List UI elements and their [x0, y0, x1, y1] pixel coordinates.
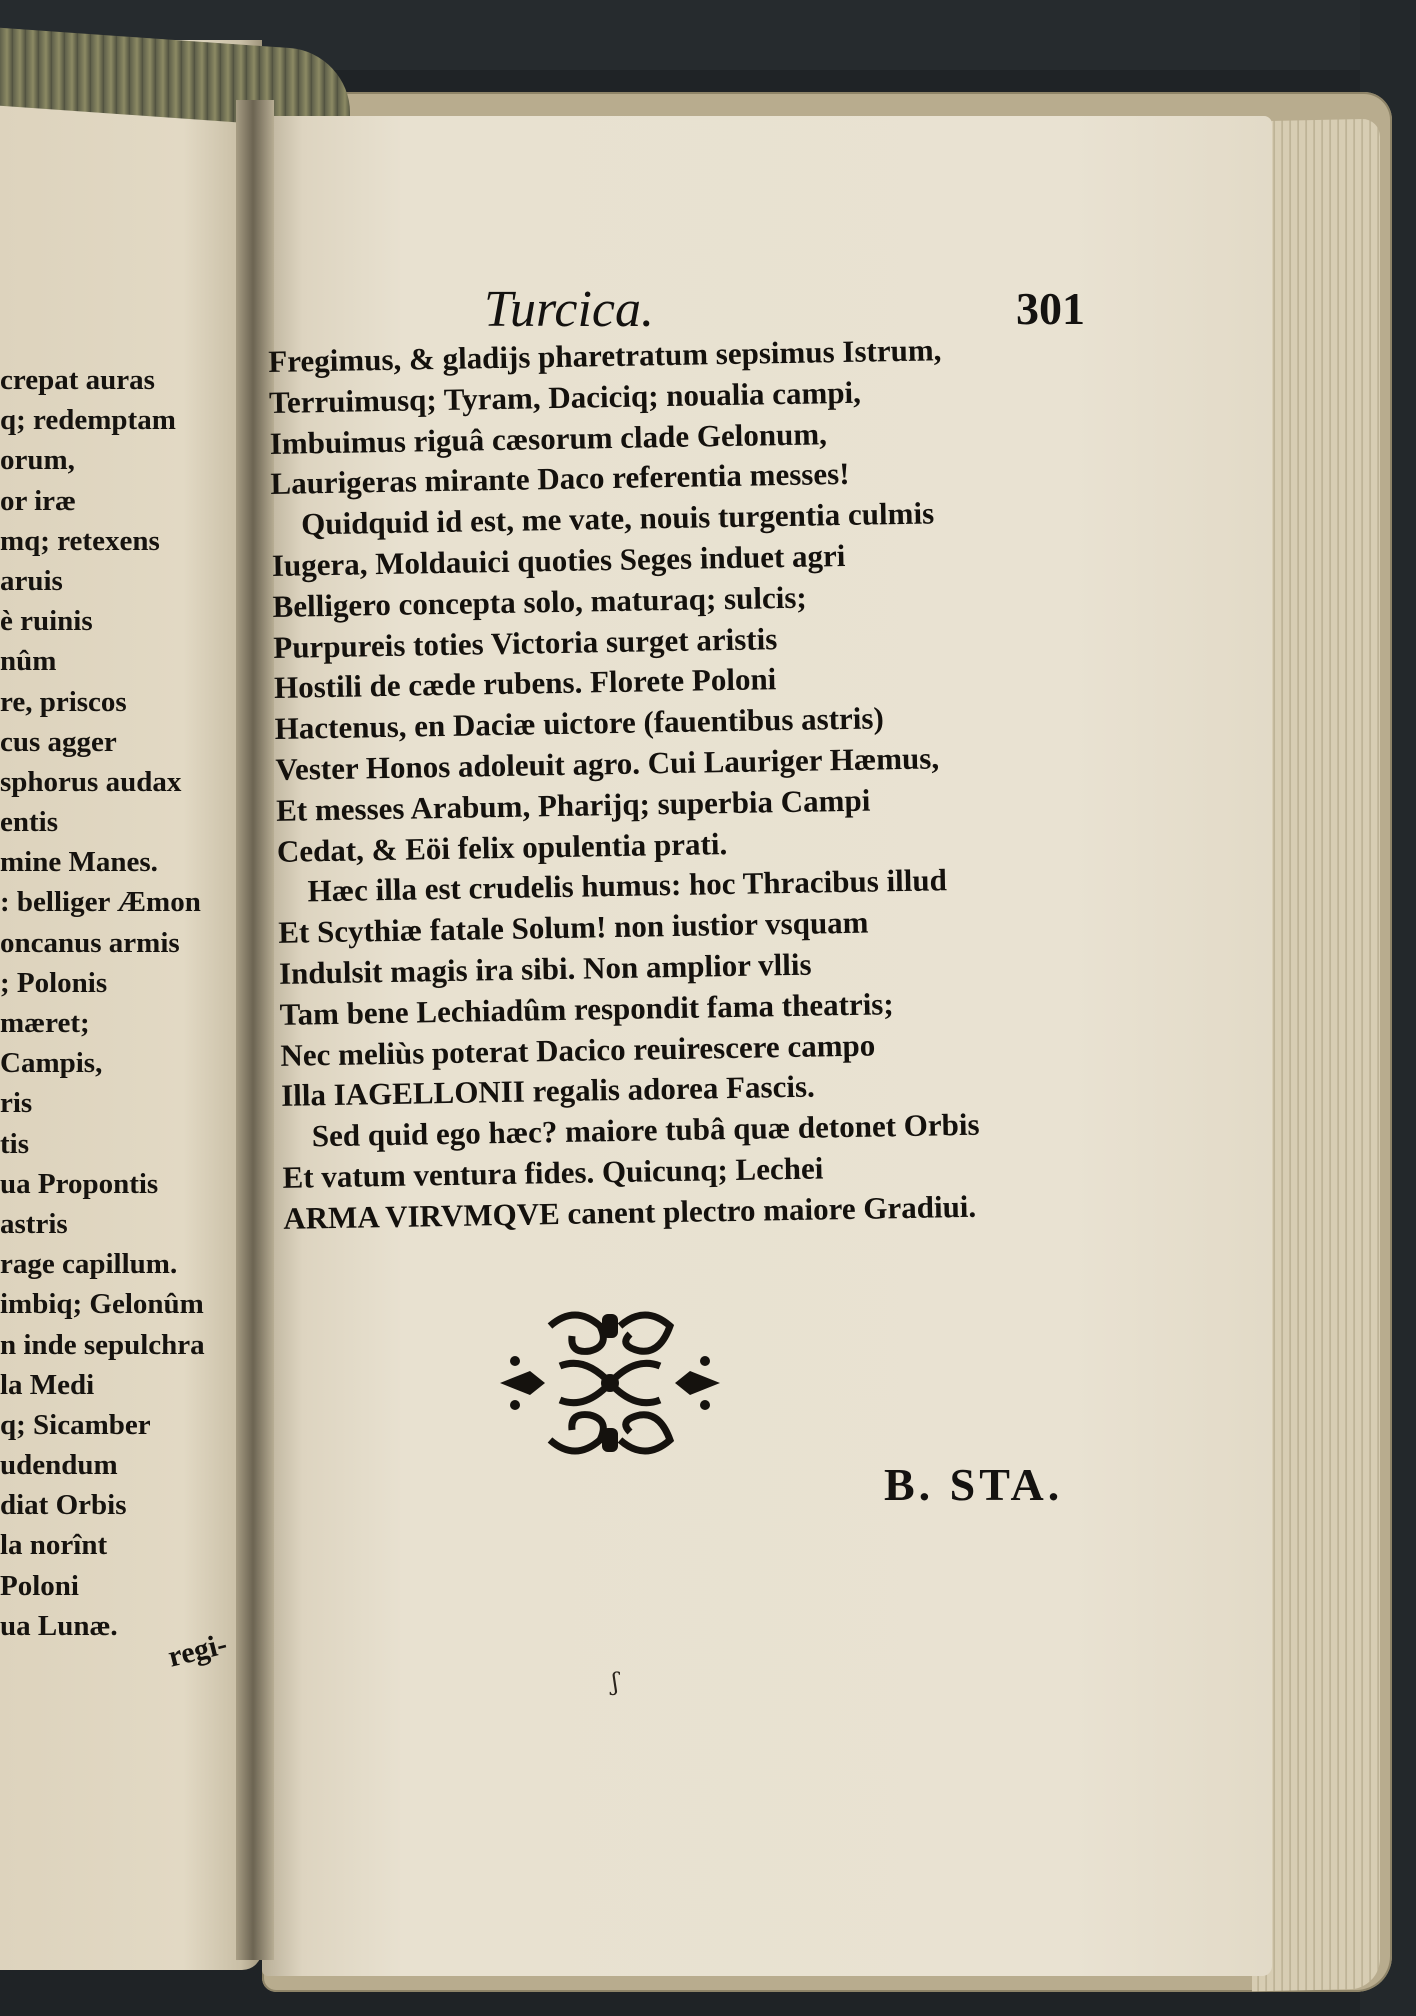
left-line: crepat auras [0, 364, 155, 396]
left-line: la norînt [0, 1529, 108, 1562]
poem-line: Purpureis toties Victoria surget aristis [273, 620, 778, 665]
ornament-icon [490, 1306, 730, 1460]
poem-line: Nec meliùs poterat Dacico reuirescere campo [280, 1027, 876, 1073]
left-line: entis [0, 806, 58, 839]
poem-text [268, 326, 1184, 1239]
left-line: q; Sicamber [0, 1408, 151, 1441]
left-line: rage capillum. [0, 1248, 178, 1281]
left-catchword: regi- [164, 1627, 231, 1674]
poem-line: Vester Honos adoleuit agro. Cui Lauriger Hæmus, [275, 740, 940, 787]
left-line: mq; retexens [0, 524, 160, 557]
left-line: orum, [0, 444, 75, 477]
left-line: sphorus audax [0, 765, 182, 798]
left-line: Campis, [0, 1047, 103, 1080]
left-page [0, 40, 262, 1970]
left-line: astris [0, 1207, 68, 1240]
left-line: imbiq; Gelonûm [0, 1288, 204, 1321]
poem-line: Cedat, & Eöi felix opulentia prati. [276, 825, 728, 869]
left-line: nûm [0, 645, 57, 678]
poem-line: Et Scythiæ fatale Solum! non iustior vsquam [278, 904, 869, 951]
poem-line-indented: Hæc illa est crudelis humus: hoc Thracibus illud [307, 862, 948, 909]
poem-line: Hostili de cæde rubens. Florete Poloni [273, 661, 777, 706]
left-line: re, priscos [0, 685, 127, 718]
poem-line: Et messes Arabum, Pharijq; superbia Campi [275, 782, 871, 828]
left-line: oncanus armis [0, 926, 180, 959]
poem-line: ARMA VIRVMQVE canent plectro maiore Gradiui. [282, 1188, 977, 1236]
left-line: tis [0, 1127, 29, 1160]
poem-line: Illa IAGELLONII regalis adorea Fascis. [280, 1068, 816, 1114]
left-page-text [0, 360, 250, 1646]
left-line: è ruinis [0, 605, 93, 638]
poem-line-indented: Sed quid ego hæc? maiore tubâ quæ detonet Orbis [311, 1106, 980, 1154]
page-number: 301 [1016, 283, 1085, 334]
poem-line: Imbuimus riguâ cæsorum clade Gelonum, [269, 415, 828, 461]
left-line: udendum [0, 1449, 118, 1482]
running-title: Turcica. [484, 281, 654, 338]
poem-line-indented: Quidquid id est, me vate, nouis turgentia culmis [300, 495, 935, 542]
left-line: la Medi [0, 1368, 95, 1401]
left-line: or iræ [0, 484, 76, 517]
left-line: q; redemptam [0, 404, 176, 437]
catchword: B. STA. [884, 1459, 1064, 1510]
left-line: Poloni [0, 1569, 79, 1602]
left-line: ris [0, 1087, 33, 1120]
poem-line: Iugera, Moldauici quoties Seges induet agri [271, 537, 846, 583]
left-line: : belliger Æmon [0, 886, 201, 919]
left-line: mine Manes. [0, 846, 158, 879]
poem-line: Hactenus, en Daciæ uictore (fauentibus astris) [274, 700, 885, 747]
poem-line: Indulsit magis ira sibi. Non amplior vllis [278, 946, 812, 991]
poem-line: Terruimusq; Tyram, Daciciq; noualia campi, [268, 374, 862, 420]
left-line: mæret; [0, 1007, 90, 1039]
ink-mark: ʃ [612, 1668, 619, 1696]
left-line: diat Orbis [0, 1489, 127, 1522]
poem-line: Tam bene Lechiadûm respondit fama theatris; [279, 985, 894, 1032]
left-line: aruis [0, 564, 63, 597]
poem-line: Et vatum ventura fides. Quicunq; Lechei [282, 1150, 824, 1195]
left-line: ua Propontis [0, 1167, 159, 1200]
left-line: ua Lunæ. [0, 1609, 118, 1642]
left-line: ; Polonis [0, 966, 108, 999]
left-line: n inde sepulchra [0, 1328, 205, 1361]
poem-line: Laurigeras mirante Daco referentia messes! [270, 456, 850, 502]
poem-line: Belligero concepta solo, maturaq; sulcis; [272, 579, 807, 624]
left-line: cus agger [0, 725, 117, 758]
poem-line: Fregimus, & gladijs pharetratum sepsimus Istrum, [268, 332, 942, 379]
